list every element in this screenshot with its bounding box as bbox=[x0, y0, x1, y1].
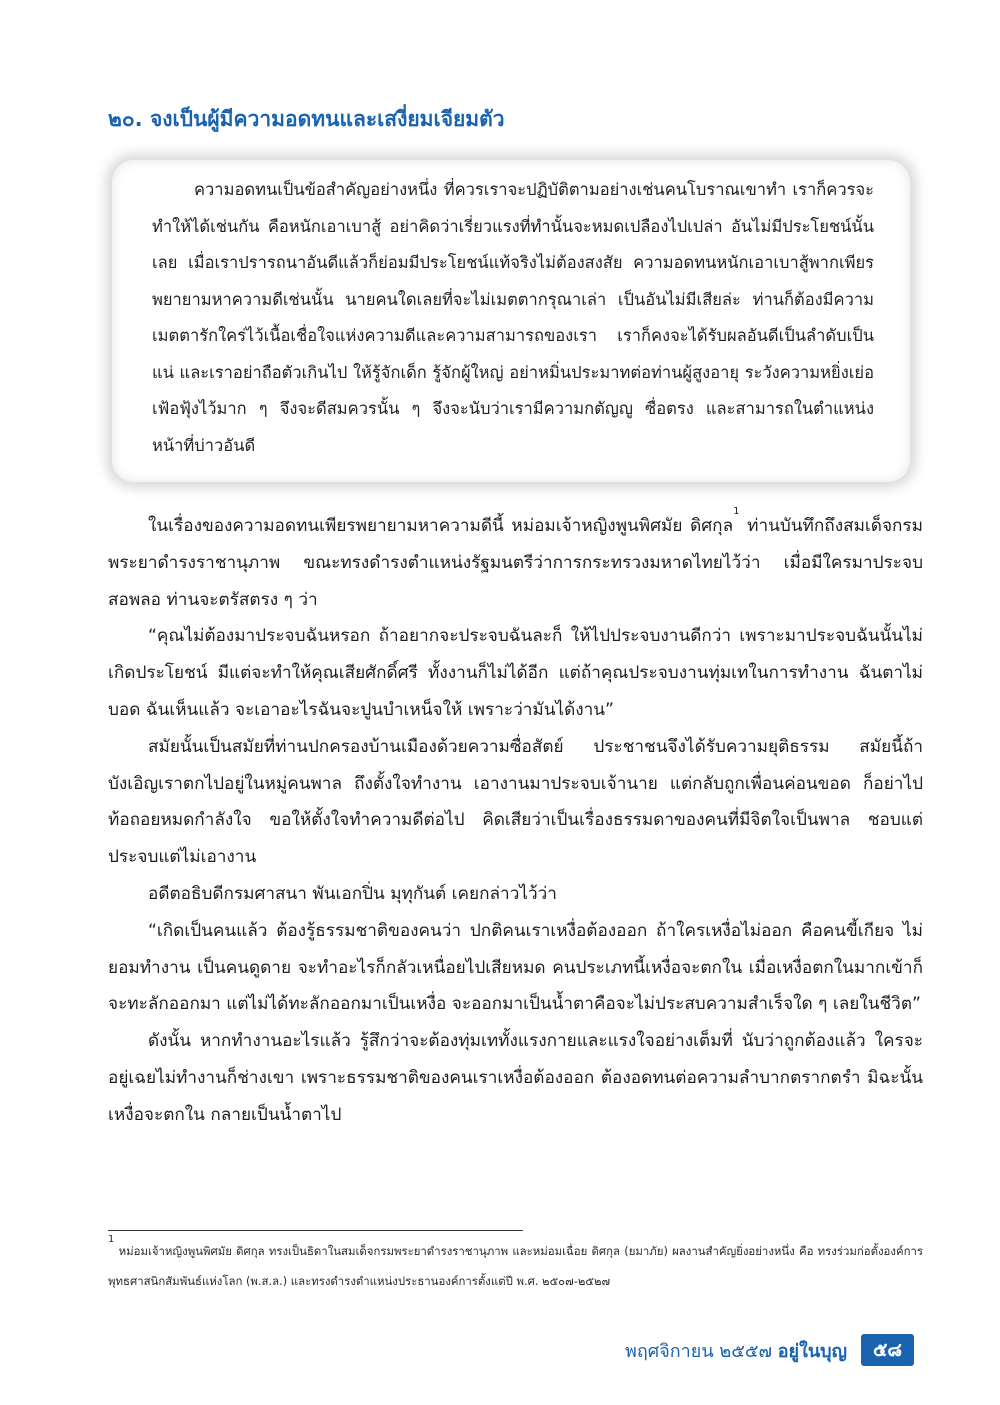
paragraph-3: สมัยนั้นเป็นสมัยที่ท่านปกครองบ้านเมืองด้วยความซื่อสัตย์ ประชาชนจึงได้รับความยุติธรรม สมัยนี้ถ้าบังเอิญเราตกไปอยู่ในหมู่คนพาล ถึงตั้งใจทำงาน เอางานมาประจบเจ้านาย แต่กลับถูกเพื่อนค่อนขอด ก็อย่าไปท้อถอยหมดกำลังใจ ขอให้ตั้งใจทำความดีต่อไป คิดเสียว่าเป็นเรื่องธรรมดาของคนที่มีจิตใจเป็นพาล ชอบแต่ประจบแต่ไม่เอางาน bbox=[108, 736, 923, 868]
page-number: ๕๘ bbox=[861, 1334, 914, 1366]
footer-label bbox=[625, 1336, 847, 1365]
paragraph-4: อดีตอธิบดีกรมศาสนา พันเอกปิ่น มุทุกันต์ เคยกล่าวไว้ว่า bbox=[148, 883, 557, 904]
footnote-text: หม่อมเจ้าหญิงพูนพิศมัย ดิศกุล ทรงเป็นธิดาในสมเด็จกรมพระยาดำรงราชานุภาพ และหม่อมเฉื่อย ดิศกุล (ยมาภัย) ผลงานสำคัญยิ่งอย่างหนึ่ง คือ ทรงร่วมก่อตั้งองค์การพุทธศาสนิกสัมพันธ์แห่งโลก (พ.ส.ล.) และทรงดำรงตำแหน่งประธานองค์การตั้งแต่ปี พ.ศ. ๒๕๐๗-๒๕๒๗ bbox=[108, 1244, 923, 1288]
footer-issue: พฤศจิกายน ๒๕๕๗ bbox=[625, 1340, 772, 1362]
paragraph-1-text-b: ท่านบันทึกถึงสมเด็จกรมพระยาดำรงราชานุภาพ ขณะทรงดำรงตำแหน่งรัฐมนตรีว่าการกระทรวงมหาดไทยไว้ว่า เมื่อมีใครมาประจบสอพลอ ท่านจะตรัสตรง ๆ ว่า bbox=[108, 516, 923, 610]
paragraph-2: “คุณไม่ต้องมาประจบฉันหรอก ถ้าอยากจะประจบฉันละก็ ให้ไปประจบงานดีกว่า เพราะมาประจบฉันนั้นไม่เกิดประโยชน์ มีแต่จะทำให้คุณเสียศักดิ์ศรี ทั้งงานก็ไม่ได้อีก แต่ถ้าคุณประจบงานทุ่มเทในการทำงาน ฉันตาไม่บอด ฉันเห็นแล้ว จะเอาอะไรฉันจะปูนบำเหน็จให้ เพราะว่ามันได้งาน” bbox=[108, 626, 923, 720]
paragraph-5: “เกิดเป็นคนแล้ว ต้องรู้ธรรมชาติของคนว่า ปกติคนเราเหงื่อต้องออก ถ้าใครเหงื่อไม่ออก คือคนขี้เกียจ ไม่ยอมทำงาน เป็นคนดูดาย จะทำอะไรก็กลัวเหนื่อยไปเสียหมด คนประเภทนี้เหงื่อจะตกใน เมื่อเหงื่อตกในมากเข้าก็จะทะลักออกมา แต่ไม่ได้ทะลักออกมาเป็นเหงื่อ จะออกมาเป็นน้ำตาคือจะไม่ประสบความสำเร็จใด ๆ เลยในชีวิต” bbox=[108, 920, 923, 1015]
paragraph-1 bbox=[108, 508, 923, 618]
paragraph-6: ดังนั้น หากทำงานอะไรแล้ว รู้สึกว่าจะต้องทุ่มเททั้งแรงกายและแรงใจอย่างเต็มที่ นับว่าถูกต้องแล้ว ใครจะอยู่เฉยไม่ทำงานก็ช่างเขา เพราะธรรมชาติของคนเราเหงื่อต้องออก ต้องอดทนต่อความลำบากตรากตรำ มิฉะนั้นเหงื่อจะตกใน กลายเป็นน้ำตาไป bbox=[108, 1031, 923, 1125]
page-footer bbox=[625, 1332, 914, 1368]
paragraph-1-text-a: ในเรื่องของความอดทนเพียรพยายามหาความดีนี้ หม่อมเจ้าหญิงพูนพิศมัย ดิศกุล bbox=[148, 516, 734, 536]
footnote bbox=[108, 1236, 923, 1296]
footnote-divider bbox=[108, 1230, 523, 1231]
footer-magazine: อยู่ในบุญ bbox=[777, 1340, 847, 1362]
article-body bbox=[108, 508, 923, 1134]
footnote-marker: 1 bbox=[108, 1234, 115, 1245]
quote-text: ความอดทนเป็นข้อสำคัญอย่างหนึ่ง ที่ควรเราจะปฏิบัติตามอย่างเช่นคนโบราณเขาทำ เราก็ควรจะทำให้ได้เช่นกัน คือหนักเอาเบาสู้ อย่าคิดว่าเรี่ยวแรงที่ทำนั้นจะหมดเปลืองไปเปล่า อันไม่มีประโยชน์นั้นเลย เมื่อเราปรารถนาอันดีแล้วก็ย่อมมีประโยชน์แท้จริงไม่ต้องสงสัย ความอดทนหนักเอาเบาสู้พากเพียรพยายามหาความดีเช่นนั้น นายคนใดเลยที่จะไม่เมตตากรุณาเล่า เป็นอันไม่มีเสียล่ะ ท่านก็ต้องมีความเมตตารักใคร่ไว้เนื้อเชื่อใจแห่งความดีและความสามารถของเรา เราก็คงจะได้รับผลอันดีเป็นลำดับเป็นแน่ และเราอย่าถือตัวเกินไป ให้รู้จักเด็ก รู้จักผู้ใหญ่ อย่าหมิ่นประมาทต่อท่านผู้สูงอายุ ระวังความหยิ่งเย่อเฟ้อฟุ้งไว้มาก ๆ จึงจะดีสมควรนั้น ๆ จึงจะนับว่าเรามีความกตัญญู ซื่อตรง และสามารถในตำแหน่งหน้าที่บ่าวอันดี bbox=[152, 180, 874, 455]
footnote-reference[interactable]: 1 bbox=[733, 506, 740, 517]
quote-box bbox=[112, 160, 910, 482]
section-heading: ๒๐. จงเป็นผู้มีความอดทนและเสงี่ยมเจียมตัว bbox=[108, 107, 505, 131]
